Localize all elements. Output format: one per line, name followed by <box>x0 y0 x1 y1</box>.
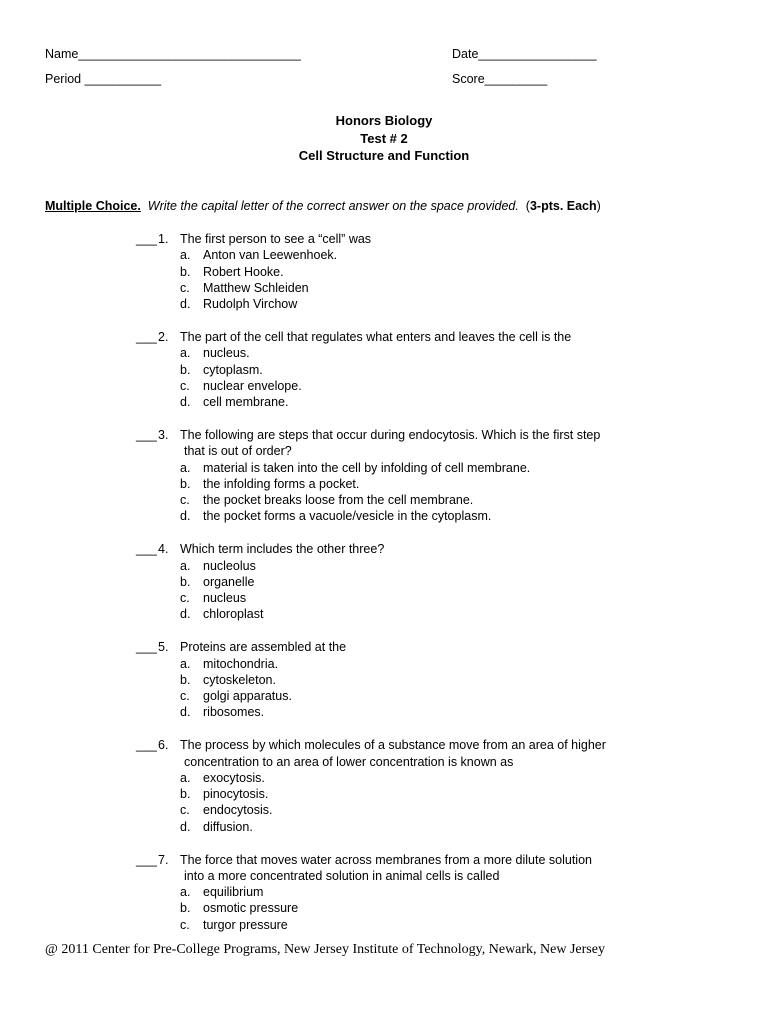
answer-choice <box>136 704 696 720</box>
choice-text: diffusion. <box>203 819 253 834</box>
question-text-continuation: into a more concentrated solution in animal cells is called <box>184 868 500 883</box>
choice-letter: c. <box>180 378 190 393</box>
instructions-text: Write the capital letter of the correct answer on the space provided. <box>147 199 519 213</box>
question-number: 7. <box>158 852 169 867</box>
answer-choice <box>136 770 696 786</box>
answer-blank[interactable]: ___ <box>136 852 157 867</box>
choice-letter: a. <box>180 770 191 785</box>
question-stem <box>136 427 696 443</box>
question-number: 5. <box>158 640 169 655</box>
answer-choice <box>136 900 696 916</box>
answer-choice <box>136 296 696 312</box>
choice-letter: c. <box>180 493 190 508</box>
choice-text: Robert Hooke. <box>203 264 284 279</box>
choice-text: Matthew Schleiden <box>203 280 309 295</box>
answer-blank[interactable]: ___ <box>136 427 157 442</box>
answer-choice <box>136 558 696 574</box>
choice-letter: b. <box>180 787 191 802</box>
choice-letter: a. <box>180 346 191 361</box>
choice-letter: b. <box>180 362 191 377</box>
question-stem <box>136 541 696 557</box>
course-title: Honors Biology <box>335 113 433 128</box>
choice-letter: b. <box>180 672 191 687</box>
question-1 <box>136 231 696 312</box>
answer-choice <box>136 574 696 590</box>
question-3 <box>136 427 696 525</box>
choice-letter: c. <box>180 803 190 818</box>
question-4 <box>136 541 696 622</box>
answer-choice <box>136 590 696 606</box>
answer-choice <box>136 508 696 524</box>
choice-text: ribosomes. <box>203 705 265 720</box>
answer-choice <box>136 917 696 933</box>
choice-text: nucleus <box>203 591 247 606</box>
question-number: 1. <box>158 232 169 246</box>
choice-letter: b. <box>180 476 191 491</box>
answer-choice <box>136 656 696 672</box>
question-number: 6. <box>158 738 169 753</box>
points-value: 3-pts. Each <box>529 199 597 213</box>
answer-choice <box>136 460 696 476</box>
answer-blank[interactable]: ___ <box>136 329 157 344</box>
choice-text: Anton van Leewenhoek. <box>203 248 338 263</box>
answer-choice <box>136 884 696 900</box>
question-number: 3. <box>158 427 169 442</box>
question-text: The first person to see a “cell” was <box>180 232 372 246</box>
choice-text: pinocytosis. <box>203 787 269 802</box>
question-number: 2. <box>158 329 169 344</box>
choice-letter: b. <box>180 574 191 589</box>
instructions <box>45 198 735 214</box>
date-field[interactable]: Date_________________ <box>452 47 597 61</box>
test-subject: Cell Structure and Function <box>298 148 470 163</box>
question-7 <box>136 852 696 933</box>
choice-text: material is taken into the cell by infolding of cell membrane. <box>203 460 531 475</box>
answer-blank[interactable]: ___ <box>136 640 157 655</box>
section-label: Multiple Choice. <box>45 199 141 213</box>
answer-choice <box>136 492 696 508</box>
question-stem <box>136 231 696 247</box>
choice-letter: d. <box>180 297 191 312</box>
question-text: Proteins are assembled at the <box>180 640 347 655</box>
choice-text: the pocket forms a vacuole/vesicle in the cytoplasm. <box>203 509 492 524</box>
answer-blank[interactable]: ___ <box>136 232 157 246</box>
answer-choice <box>136 606 696 622</box>
question-stem <box>136 329 696 345</box>
choice-letter: a. <box>180 460 191 475</box>
answer-choice <box>136 394 696 410</box>
question-text: The force that moves water across membranes from a more dilute solution <box>180 852 592 867</box>
choice-text: nucleus. <box>203 346 250 361</box>
answer-choice <box>136 345 696 361</box>
question-2 <box>136 329 696 410</box>
answer-choice <box>136 378 696 394</box>
choice-letter: b. <box>180 901 191 916</box>
answer-blank[interactable]: ___ <box>136 738 157 753</box>
question-text: The following are steps that occur during endocytosis. Which is the first step <box>180 427 601 442</box>
answer-choice <box>136 247 696 263</box>
choice-text: cell membrane. <box>203 395 289 410</box>
choice-letter: a. <box>180 248 191 263</box>
points-close: ) <box>596 199 601 213</box>
choice-text: organelle <box>203 574 255 589</box>
period-field[interactable]: Period ___________ <box>45 72 162 86</box>
question-stem <box>136 639 696 655</box>
choice-letter: d. <box>180 819 191 834</box>
question-stem <box>136 852 696 868</box>
choice-text: golgi apparatus. <box>203 689 292 704</box>
choice-letter: b. <box>180 264 191 279</box>
choice-letter: c. <box>180 917 190 932</box>
name-field[interactable]: Name________________________________ <box>45 47 301 61</box>
question-text: Which term includes the other three? <box>180 542 385 557</box>
answer-choice <box>136 672 696 688</box>
choice-letter: a. <box>180 558 191 573</box>
test-number: Test # 2 <box>360 130 408 146</box>
choice-letter: d. <box>180 509 191 524</box>
question-text-continuation: concentration to an area of lower concentration is known as <box>184 754 514 769</box>
answer-choice <box>136 362 696 378</box>
question-stem <box>136 737 696 753</box>
choice-text: exocytosis. <box>203 770 265 785</box>
answer-choice <box>136 280 696 296</box>
choice-letter: c. <box>180 280 190 295</box>
answer-choice <box>136 819 696 835</box>
choice-letter: d. <box>180 607 191 622</box>
answer-blank[interactable]: ___ <box>136 542 157 557</box>
choice-text: osmotic pressure <box>203 901 299 916</box>
choice-text: mitochondria. <box>203 656 279 671</box>
answer-choice <box>136 802 696 818</box>
choice-text: the infolding forms a pocket. <box>203 476 360 491</box>
choice-letter: d. <box>180 705 191 720</box>
choice-text: cytoplasm. <box>203 362 263 377</box>
test-title <box>0 112 768 165</box>
points-open: ( <box>525 199 530 213</box>
copyright-footer: @ 2011 Center for Pre-College Programs, New Jersey Institute of Technology, Newark, New Jersey <box>45 942 605 957</box>
choice-text: nuclear envelope. <box>203 378 302 393</box>
choice-text: equilibrium <box>203 885 264 900</box>
choice-text: chloroplast <box>203 607 264 622</box>
score-field[interactable]: Score_________ <box>452 72 548 86</box>
choice-letter: c. <box>180 591 190 606</box>
choice-text: Rudolph Virchow <box>203 297 298 312</box>
choice-letter: a. <box>180 656 191 671</box>
question-text-continuation: that is out of order? <box>184 444 292 459</box>
choice-text: cytoskeleton. <box>203 672 276 687</box>
answer-choice <box>136 786 696 802</box>
choice-text: nucleolus <box>203 558 256 573</box>
question-text: The process by which molecules of a substance move from an area of higher <box>180 738 606 753</box>
question-5 <box>136 639 696 720</box>
choice-letter: d. <box>180 395 191 410</box>
answer-choice <box>136 264 696 280</box>
question-list <box>136 231 696 949</box>
choice-text: turgor pressure <box>203 917 288 932</box>
choice-letter: a. <box>180 885 191 900</box>
question-6 <box>136 737 696 835</box>
choice-letter: c. <box>180 689 190 704</box>
choice-text: the pocket breaks loose from the cell membrane. <box>203 493 474 508</box>
answer-choice <box>136 476 696 492</box>
question-number: 4. <box>158 542 169 557</box>
question-text: The part of the cell that regulates what enters and leaves the cell is the <box>180 329 572 344</box>
choice-text: endocytosis. <box>203 803 273 818</box>
answer-choice <box>136 688 696 704</box>
